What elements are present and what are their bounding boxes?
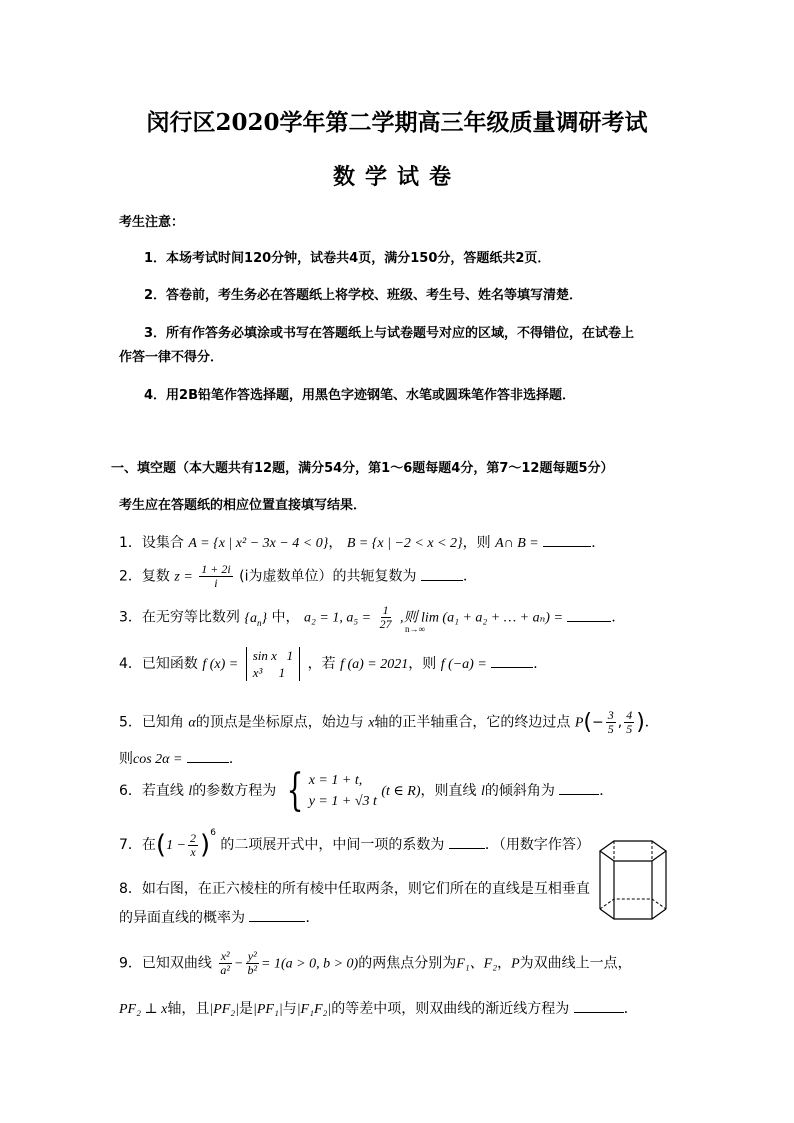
question-2: 2．复数 z = $\frac{1 + 2i}{i}$ (i为虚数单位）的共轭复数为 ． (119, 562, 477, 590)
hexagonal-prism-figure (594, 835, 674, 930)
question-5: 5．已知角 α的顶点是坐标原点，始边与 x轴的正半轴重合，它的终边过点 P(− $\frac{3}{5}$ , $\frac{4}{5}$ )． (119, 708, 659, 736)
notice-item: 2．答卷前，考生务必在答题纸上将学校、班级、考生号、姓名等填写清楚． (144, 288, 583, 303)
answer-blank (491, 653, 533, 668)
notice-item: 作答一律不得分． (119, 350, 224, 365)
question-3: 3．在无穷等比数列 $\{a_n\}$ 中， a₂ = 1, a₅ = $\frac{1}{27}$ ,则 lim (a₁ + a₂ + … + aₙ) = ． n→∞ (119, 603, 626, 634)
answer-blank (567, 607, 611, 622)
determinant: sin x 1 x³ 1 (246, 647, 300, 681)
question-4: 4．已知函数 f (x) = sin x 1 x³ 1 ，若 f (a) = 2021，则 f (−a) = ． (119, 648, 548, 680)
answer-blank (249, 907, 305, 922)
question-1: 1．设集合 A = {x | x² − 3x − 4 < 0}， B = {x | −2 < x < 2}，则 A∩ B = ． (119, 532, 605, 552)
page-subtitle: 数学试卷 (332, 164, 461, 190)
answer-blank (574, 998, 624, 1013)
page-title: 闵行区2020学年第二学期高三年级质量调研考试 (146, 109, 648, 136)
question-9-line2: PF₂ ⊥ x轴，且|PF₂|是|PF₁|与|F₁F₂|的等差中项，则双曲线的渐近线方程为 ． (119, 998, 638, 1018)
question-7: 7．在(1 − $\frac{2}{x}$ )$^6$ 的二项展开式中，中间一项的系数为 ．（用数字作答） (119, 828, 590, 860)
question-6: 6．若直线 l的参数方程为 { x = 1 + t, y = 1 + √3 t (t ∈ R)，则直线 l的倾斜角为 ． (119, 765, 614, 816)
notice-item: 4．用2B铅笔作答选择题，用黑色字迹钢笔、水笔或圆珠笔作答非选择题． (144, 388, 575, 403)
answer-blank (559, 780, 599, 795)
section-heading: 一、填空题（本大题共有12题，满分54分，第1～6题每题4分，第7～12题每题5分） (111, 461, 614, 476)
notice-item: 3．所有作答务必填涂或书写在答题纸上与试卷题号对应的区域，不得错位，在试卷上 (144, 326, 635, 341)
question-5-line2: 则cos 2α = ． (119, 748, 243, 768)
question-9: 9．已知双曲线 $\frac{\text{x²}}{\text{a²}}$ − $\frac{\text{y²}}{\text{b²}}$ = 1(a > 0, b > 0)的两焦点分别为F₁、F₂，P为双曲线上一点， (119, 949, 632, 977)
answer-blank (187, 748, 229, 763)
answer-blank (421, 566, 463, 581)
answer-blank (449, 834, 485, 849)
question-8-line2: 的异面直线的概率为 ． (119, 907, 319, 927)
section-instruction: 考生应在答题纸的相应位置直接填写结果． (119, 498, 367, 513)
answer-blank (543, 532, 591, 547)
question-8: 8．如右图，在正六棱柱的所有棱中任取两条，则它们所在的直线是互相垂直 (119, 881, 590, 897)
notice-heading: 考生注意： (119, 215, 185, 230)
notice-item: 1．本场考试时间120分钟，试卷共4页，满分150分，答题纸共2页． (144, 251, 551, 266)
